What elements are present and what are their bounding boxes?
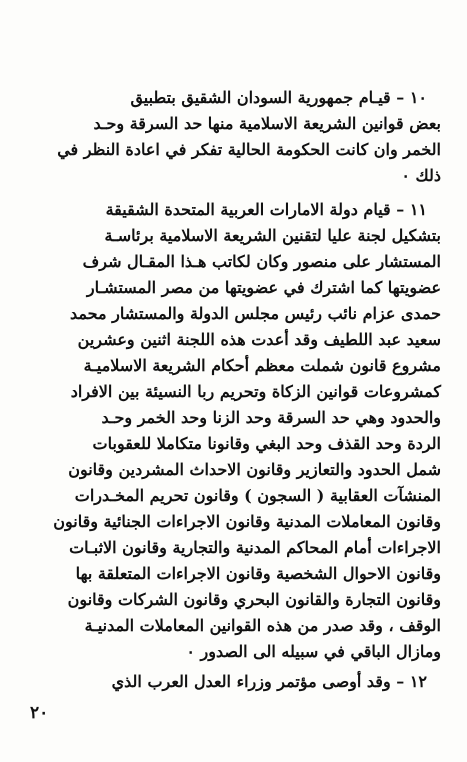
text-line: حمدى عزام نائب رئيس مجلس الدولة والمستشار محمد <box>70 304 441 323</box>
text-line: مشروع قانون شملت معظم أحكام الشريعة الاسلاميـة <box>83 356 441 375</box>
text-line: الخمر وان كانت الحكومة الحالية تفكر في اعادة النظر في <box>57 140 441 159</box>
page-number: ٢٠ <box>30 703 49 723</box>
text-line: سعيد عبد اللطيف وقد أعدت هذه اللجنة اثنين وعشرين <box>77 330 441 349</box>
text-line: المنشآت العقابية ( السجون ) وقانون تحريم المخـدرات <box>74 486 441 505</box>
text-line: عضويتها كما اشترك في عضويتها من مصر المستشـار <box>86 278 441 297</box>
text-line: ١٠ – قيـام جمهورية السودان الشقيق بتطبيق <box>130 88 427 107</box>
text-line: ومازال الباقي في سبيله الى الصدور ٠ <box>186 642 441 661</box>
text-line: كمشروعات قوانين الزكاة وتحريم ربا النسيئة بين الافراد <box>70 382 441 401</box>
text-line: الردة وحد القذف وحد البغي وقانونا متكاملا للعقوبات <box>92 434 441 453</box>
text-line: ١٢ – وقد أوصى مؤتمر وزراء العدل العرب الذي <box>111 672 427 691</box>
text-line: ١١ – قيام دولة الامارات العربية المتحدة الشقيقة <box>105 200 427 219</box>
text-line: والحدود وهي حد السرقة وحد الزنا وحد الخمر وحـد <box>101 408 441 427</box>
text-line: شمل الحدود والتعازير وقانون الاحداث المشردين وقانون <box>68 460 441 479</box>
text-line: بعض قوانين الشريعة الاسلامية منها حد السرقة وحـد <box>93 114 441 133</box>
text-line: وقانون التجارة والقانون البحري وقانون الشركات وقانون <box>67 590 441 609</box>
text-line: الاجراءات أمام المحاكم المدنية والتجارية وقانون الاثبـات <box>69 538 441 557</box>
text-line: بتشكيل لجنة عليا لتقنين الشريعة الاسلامية برئاسـة <box>104 226 441 245</box>
text-line: ذلك ٠ <box>401 166 441 185</box>
text-line: الوقف ، وقد صدر من هذه القوانين المعاملات المدنيـة <box>84 616 441 635</box>
text-line: وقانون الاحوال الشخصية وقانون الاجراءات المتعلقة بها <box>75 564 441 583</box>
text-line: المستشار على منصور وكان لكاتب هـذا المقـال شرف <box>82 252 441 271</box>
text-line: وقانون المعاملات المدنية وقانون الاجراءات الجنائية وقانون <box>53 512 441 531</box>
